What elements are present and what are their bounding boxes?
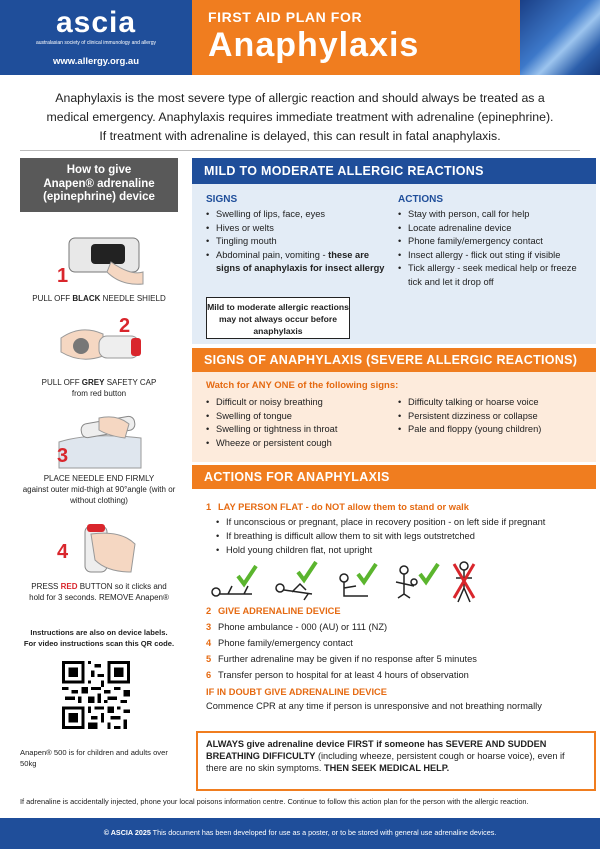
step-4 — [20, 520, 178, 603]
list-item: • Difficulty talking or hoarse voice — [398, 396, 590, 410]
ascia-logo — [0, 0, 192, 75]
step-3 — [20, 412, 178, 506]
lying-flat-icon — [212, 586, 252, 596]
instructions-line: Instructions are also on device labels. — [30, 628, 168, 637]
check-icon — [298, 562, 316, 580]
list-item: • Difficult or noisy breathing — [206, 396, 396, 410]
list-item: • If breathing is difficult allow them to sit with legs outstretched — [216, 529, 592, 543]
page-title: Anaphylaxis — [208, 26, 420, 64]
intro-text — [20, 89, 580, 146]
title-small: FIRST AID PLAN FOR — [208, 9, 363, 25]
list-item: • Locate adrenaline device — [398, 222, 590, 236]
step-4-subtext: hold for 3 seconds. REMOVE Anapen® — [29, 593, 169, 602]
step-number: 2 — [119, 316, 131, 337]
positioning-illustrations — [208, 558, 488, 604]
check-icon — [238, 566, 256, 584]
website-url: www.allergy.org.au — [52, 56, 140, 67]
step-2-illustration — [51, 316, 147, 374]
step-4-illustration — [51, 520, 147, 578]
severe-signs-heading: SIGNS OF ANAPHYLAXIS (SEVERE ALLERGIC REACTIONS) — [192, 348, 596, 372]
mild-signs-list — [206, 208, 386, 276]
qr-code[interactable] — [62, 661, 130, 729]
severe-signs-list-right — [398, 396, 590, 437]
instructions-line: For video instructions scan this QR code. — [23, 638, 175, 648]
cpr-text: Commence CPR at any time if person is unresponsive and not breathing normally — [206, 701, 542, 711]
if-in-doubt-text: IF IN DOUBT GIVE ADRENALINE DEVICE — [206, 687, 387, 697]
warning-strong: THEN SEEK MEDICAL HELP. — [323, 763, 450, 773]
header — [0, 0, 600, 75]
list-item: • Abdominal pain, vomiting - these are signs of anaphylaxis for insect allergy — [206, 249, 386, 276]
list-item: • Hold young children flat, not upright — [216, 543, 592, 557]
step-1 — [20, 232, 178, 304]
action-step-5: 5 Further adrenaline may be given if no response after 5 minutes — [206, 654, 477, 664]
mild-reactions-heading: MILD TO MODERATE ALLERGIC REACTIONS — [192, 158, 596, 184]
warning-text: (including wheeze, persistent cough or hoarse voice), even if there are no skin symptoms. — [206, 751, 565, 773]
intro-line: medical emergency. Anaphylaxis requires immediate treatment with adrenaline (epinephrine). — [46, 110, 554, 124]
howto-line: (epinephrine) device — [43, 191, 155, 203]
step-3-text: PLACE NEEDLE END FIRMLY — [43, 474, 155, 483]
actions-heading: ACTIONS — [398, 194, 443, 205]
list-item: • Wheeze or persistent cough — [206, 437, 396, 451]
step-2-subtext: from red button — [71, 389, 127, 398]
mild-warning-box: Mild to moderate allergic reactions may not always occur before anaphylaxis — [206, 297, 350, 339]
list-item: • Stay with person, call for help — [398, 208, 590, 222]
cross-icon — [454, 564, 474, 598]
list-item: • Tingling mouth — [206, 235, 386, 249]
holding-child-icon — [396, 566, 417, 598]
howto-line: Anapen® adrenaline — [43, 177, 155, 190]
action-step-4: 4 Phone family/emergency contact — [206, 638, 353, 648]
howto-line: How to give — [66, 164, 132, 176]
actions-anaphylaxis-heading: ACTIONS FOR ANAPHYLAXIS — [192, 465, 596, 489]
list-item: • If unconscious or pregnant, place in recovery position - on left side if pregnant — [216, 515, 592, 529]
mild-actions-list — [398, 208, 590, 289]
signs-heading: SIGNS — [206, 194, 238, 205]
action-step-1: 1 LAY PERSON FLAT - do NOT allow them to stand or walk — [206, 502, 469, 512]
breathing-warning-box — [196, 731, 596, 791]
title-block — [192, 0, 520, 75]
divider — [20, 150, 580, 151]
step-number: 1 — [57, 265, 69, 287]
decorative-swirl-image — [520, 0, 600, 75]
anapen-dose-note: Anapen® 500 is for children and adults over 50kg — [20, 748, 168, 768]
device-instructions-note — [20, 628, 178, 649]
list-item: • Pale and floppy (young children) — [398, 423, 590, 437]
step-1-illustration — [51, 232, 147, 290]
how-to-give-heading — [20, 158, 178, 212]
step-number: 3 — [57, 445, 69, 467]
step-1-sublist — [216, 515, 592, 557]
check-icon — [358, 564, 376, 582]
list-item: • Insect allergy - flick out sting if visible — [398, 249, 590, 263]
list-item: • Hives or welts — [206, 222, 386, 236]
step-4-text: PRESS RED BUTTON so it clicks and — [31, 582, 167, 591]
accidental-injection-note: If adrenaline is accidentally injected, phone your local poisons information centre. Continue to follow this action plan for the person with the allergic reaction. — [20, 797, 529, 806]
step-2 — [20, 316, 178, 399]
intro-line: If treatment with adrenaline is delayed, this can result in fatal anaphylaxis. — [99, 129, 501, 143]
list-item: • Swelling of lips, face, eyes — [206, 208, 386, 222]
warning-strong: ALWAYS give adrenaline device FIRST if someone has SEVERE AND SUDDEN BREATHING DIFFICULTY — [206, 739, 547, 761]
footer: © ASCIA 2025 This document has been developed for use as a poster, or to be stored with general use adrenaline devices. — [0, 818, 600, 849]
step-number: 4 — [57, 541, 69, 563]
severe-signs-list-left — [206, 396, 396, 450]
step-3-subtext: against outer mid-thigh at 90°angle (with or without clothing) — [22, 485, 176, 505]
logo-subtitle: australasian society of clinical immunology and allergy — [35, 40, 157, 46]
action-step-2: 2 GIVE ADRENALINE DEVICE — [206, 606, 341, 616]
action-step-6: 6 Transfer person to hospital for at least 4 hours of observation — [206, 670, 469, 680]
check-icon — [420, 564, 438, 582]
list-item: • Swelling of tongue — [206, 410, 396, 424]
list-item: • Persistent dizziness or collapse — [398, 410, 590, 424]
intro-line: Anaphylaxis is the most severe type of allergic reaction and should always be treated as a — [55, 91, 545, 105]
list-item: • Tick allergy - seek medical help or freeze tick and let it drop off — [398, 262, 590, 289]
step-3-illustration — [51, 412, 147, 470]
logo-text: ascia — [55, 6, 137, 39]
action-step-3: 3 Phone ambulance - 000 (AU) or 111 (NZ) — [206, 622, 388, 632]
watch-for-text: Watch for ANY ONE of the following signs: — [206, 380, 399, 391]
step-2-text: PULL OFF GREY SAFETY CAP — [41, 378, 157, 387]
list-item: • Phone family/emergency contact — [398, 235, 590, 249]
recovery-position-icon — [276, 584, 312, 600]
step-1-text: PULL OFF BLACK NEEDLE SHIELD — [32, 294, 166, 303]
list-item: • Swelling or tightness in throat — [206, 423, 396, 437]
